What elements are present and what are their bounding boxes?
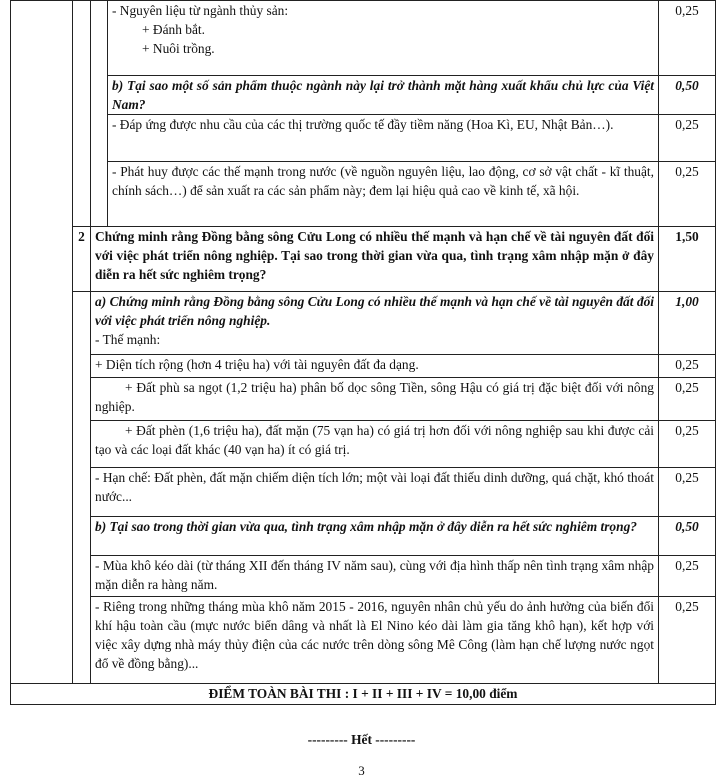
score: 1,00 — [659, 292, 716, 355]
score: 0,25 — [659, 162, 716, 227]
answer-text: - Mùa khô kéo dài (từ tháng XII đến tháng IV năm sau), cùng với địa hình thấp nên tình trạng xâm nhập mặn diễn ra hàng năm. — [91, 556, 659, 597]
table-row — [11, 517, 716, 556]
score: 0,50 — [659, 76, 716, 115]
score: 0,25 — [659, 355, 716, 378]
answer-text: - Nguyên liệu từ ngành thủy sản: — [112, 3, 289, 18]
table-row — [11, 597, 716, 684]
score: 0,25 — [659, 1, 716, 76]
table-row — [11, 355, 716, 378]
question-text: b) Tại sao một số sản phẩm thuộc ngành này lại trở thành mặt hàng xuất khẩu chủ lực của Việt Nam? — [108, 76, 659, 115]
total-text: ĐIỂM TOÀN BÀI THI : I + II + III + IV = 10,00 điểm — [11, 684, 716, 705]
score: 0,25 — [659, 115, 716, 162]
total-row — [11, 684, 716, 705]
score: 0,50 — [659, 517, 716, 556]
answer-table — [10, 0, 716, 705]
answer-text: + Đất phèn (1,6 triệu ha), đất mặn (75 vạn ha) có giá trị hơn đối với nông nghiệp sau khi được cải tạo và các loại đất khác (40 vạn ha) ít có giá trị. — [91, 421, 659, 468]
score: 0,25 — [659, 421, 716, 468]
answer-text: + Đánh bắt. — [142, 22, 205, 37]
table-row — [11, 1, 716, 76]
table-row — [11, 115, 716, 162]
table-row — [11, 227, 716, 292]
question-text: a) Chứng minh rằng Đồng bằng sông Cửu Long có nhiều thế mạnh và hạn chế về tài nguyên đất đối với việc phát triển nông nghiệp. — [95, 294, 654, 328]
score: 1,50 — [659, 227, 716, 292]
score: 0,25 — [659, 597, 716, 684]
table-row — [11, 162, 716, 227]
end-marker: --------- Hết --------- — [307, 732, 416, 747]
score: 0,25 — [659, 378, 716, 421]
page-number: 3 — [358, 763, 365, 778]
score: 0,25 — [659, 556, 716, 597]
question-text: b) Tại sao trong thời gian vừa qua, tình trạng xâm nhập mặn ở đây diễn ra hết sức nghiêm trọng? — [91, 517, 659, 556]
table-row — [11, 378, 716, 421]
answer-text: + Đất phù sa ngọt (1,2 triệu ha) phân bố dọc sông Tiền, sông Hậu có giá trị đặc biệt đối với nông nghiệp. — [91, 378, 659, 421]
answer-text: - Thế mạnh: — [95, 332, 161, 347]
table-row — [11, 421, 716, 468]
answer-text: - Đáp ứng được nhu cầu của các thị trường quốc tế đầy tiềm năng (Hoa Kì, EU, Nhật Bản…). — [108, 115, 659, 162]
answer-text: + Diện tích rộng (hơn 4 triệu ha) với tài nguyên đất đa dạng. — [91, 355, 659, 378]
answer-text: + Nuôi trồng. — [142, 41, 215, 56]
answer-text: - Phát huy được các thế mạnh trong nước (về nguồn nguyên liệu, lao động, cơ sở vật chất - kĩ thuật, chính sách…) để sản xuất ra các sản phẩm này; đem lại hiệu quả cao về kinh tế, xã hội. — [108, 162, 659, 227]
score: 0,25 — [659, 468, 716, 517]
answer-text: - Riêng trong những tháng mùa khô năm 2015 - 2016, nguyên nhân chủ yếu do ảnh hưởng của biến đổi khí hậu toàn cầu (mực nước biển dâng và nhất là El Nino kéo dài làm gia tăng khô hạn), kết hợp với việc xây dựng nhà máy thủy điện của các nước trên dòng sông Mê Công (làm hạn chế lượng nước ngọt đổ về đồng bằng)... — [91, 597, 659, 684]
table-row — [11, 468, 716, 517]
table-row — [11, 556, 716, 597]
table-row — [11, 76, 716, 115]
answer-text: - Hạn chế: Đất phèn, đất mặn chiếm diện tích lớn; một vài loại đất thiếu dinh dưỡng, quá chặt, khó thoát nước... — [91, 468, 659, 517]
question-text: Chứng minh rằng Đồng bằng sông Cửu Long có nhiều thế mạnh và hạn chế về tài nguyên đất đối với việc phát triển nông nghiệp. Tại sao trong thời gian vừa qua, tình trạng xâm nhập mặn ở đây diễn ra hết sức nghiêm trọng? — [91, 227, 659, 292]
question-number: 2 — [73, 227, 91, 292]
table-row — [11, 292, 716, 355]
